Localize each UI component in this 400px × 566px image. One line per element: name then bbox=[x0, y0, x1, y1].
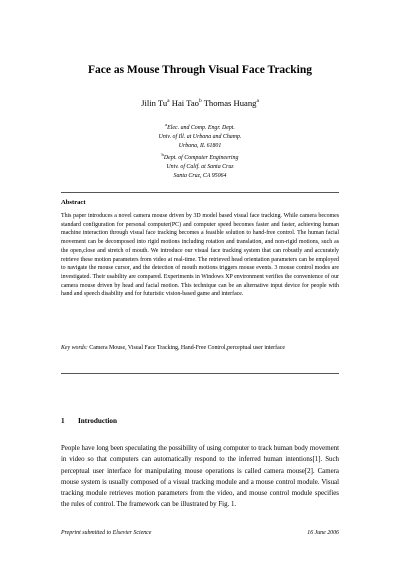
paper-title: Face as Mouse Through Visual Face Tracking bbox=[87, 64, 313, 76]
affiliation-line: Elec. and Comp. Engr. Dept. bbox=[167, 125, 235, 131]
keywords-text: Camera Mouse, Visual Face Tracking, Hand-Free Control,perceptual user interface bbox=[89, 345, 285, 351]
abstract-heading: Abstract bbox=[61, 199, 86, 206]
affiliation-mark: a bbox=[167, 98, 170, 104]
affiliation-mark: b bbox=[161, 152, 164, 157]
footer-date: 16 June 2006 bbox=[307, 530, 339, 536]
section-title: Introduction bbox=[78, 417, 118, 425]
abstract-bottom-rule bbox=[61, 373, 339, 374]
abstract-text: This paper introduces a novel camera mouse driven by 3D model based visual face tracking. While camera becomes standard configuration for personal computer(PC) and computer speed becomes faster and faster, achieving human machine interaction through visual face tracking becomes a feasible solution to hand-free control. The human facial movement can be decomposed into rigid motions including rotation and translation, and non-rigid motions, such as the open,close and stretch of mouth. We introduce our visual face tracking system that can robustly and accurately retrieve these motion parameters from video at real-time. The retrieved head orientation parameters can be employed to navigate the mouse cursor, and the detection of mouth motions triggers mouse events. 3 mouse control modes are investigated. Their usability are compared. Experiments in Windows XP environment verifies the convenience of our camera mouse driven by head and facial motion. This technique can be an alternative input device for people with hand and speech disability and for futuristic vision-based game and interface. bbox=[61, 213, 339, 298]
affiliation-line: Univ. of Ill. at Urbana and Champ. bbox=[158, 133, 242, 140]
section-number: 1 bbox=[61, 417, 65, 425]
author-name: Thomas Huang bbox=[203, 98, 257, 108]
abstract-top-rule bbox=[61, 192, 339, 193]
affiliation-b bbox=[0, 151, 400, 180]
affiliation-mark: b bbox=[198, 98, 202, 104]
affiliation-mark: a bbox=[165, 122, 168, 127]
introduction-paragraph: People have long been speculating the possibility of using computer to track human body movement in video so that computers can automatically respond to the inferred human intentions[1]. Such perceptual user interface for manipulating mouse operations is called camera mouse[2]. Camera mouse system is usually composed of a visual tracking module and a mouse control module. Visual tracking module retrieves motion parameters from the video, and mouse control module specifies the rules of control. The framework can be illustrated by Fig. 1. bbox=[61, 445, 339, 509]
affiliation-mark: a bbox=[256, 98, 259, 104]
affiliation-line: Urbana, IL 61801 bbox=[178, 142, 222, 149]
affiliation-a bbox=[0, 121, 400, 150]
author-name: Hai Tao bbox=[171, 98, 199, 108]
affiliation-line: Univ. of Calif. at Santa Cruz bbox=[166, 163, 234, 170]
affiliation-line: Santa Cruz, CA 95064 bbox=[173, 172, 227, 179]
affiliation-line: Dept. of Computer Engineering bbox=[163, 155, 239, 161]
author-list bbox=[0, 98, 400, 108]
keywords bbox=[61, 344, 339, 353]
section-heading bbox=[61, 417, 117, 425]
footer-preprint-note: Preprint submitted to Elsevier Science bbox=[61, 530, 152, 536]
keywords-label: Key words: bbox=[61, 345, 88, 351]
author-name: Jilin Tu bbox=[141, 98, 168, 108]
